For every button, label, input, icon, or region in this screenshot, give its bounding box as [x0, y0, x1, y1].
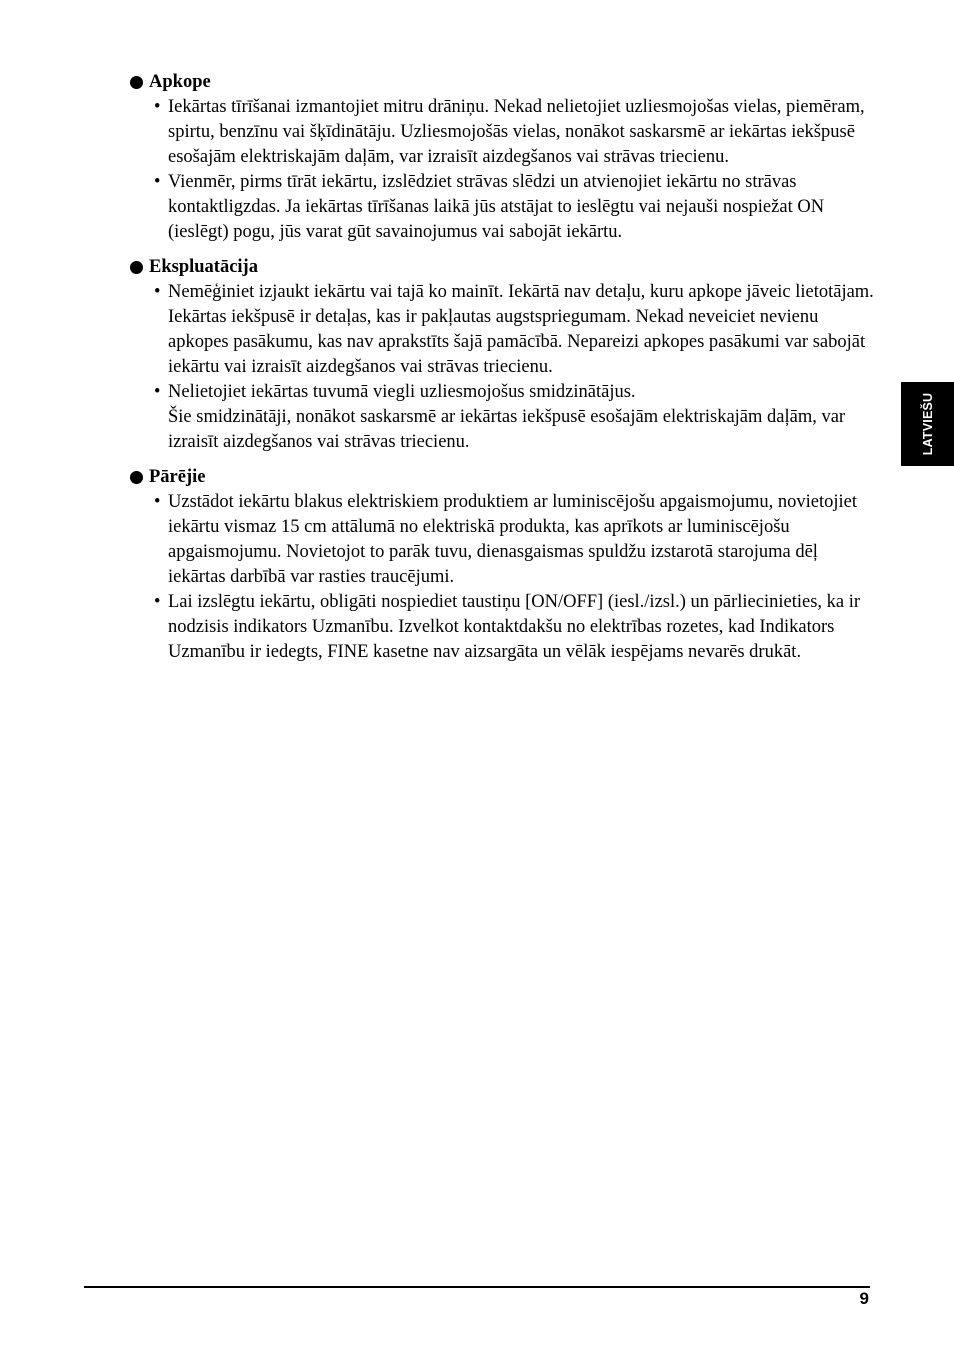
paragraph: Nemēģiniet izjaukt iekārtu vai tajā ko mainīt. Iekārtā nav detaļu, kuru apkope jāveic lietotājam.: [168, 282, 874, 302]
section-title: Pārējie: [149, 467, 206, 487]
heading-bullet-icon: [130, 76, 143, 89]
paragraph: Nelietojiet iekārtas tuvumā viegli uzliesmojošus smidzinātājus.: [168, 382, 636, 402]
paragraph: Uzstādot iekārtu blakus elektriskiem produktiem ar luminiscējošu apgaismojumu, novietojiet iekārtu vismaz 15 cm attālumā no elektriskā produkta, kas aprīkots ar luminiscējošu apgaismojumu. Novietojot to parāk tuvu, dienasgaismas spuldžu izstarotā starojuma dēļ iekārtas darbībā var rasties traucējumi.: [168, 492, 857, 587]
paragraph: Lai izslēgtu iekārtu, obligāti nospiediet taustiņu [ON/OFF] (iesl./izsl.) un pārliecinieties, ka ir nodzisis indikators Uzmanību. Izvelkot kontaktdakšu no elektrības rozetes, kad Indikators Uzmanību ir iedegts, FINE kasetne nav aizsargāta un vēlāk iespējams nevarēs drukāt.: [168, 592, 861, 662]
list-item: [130, 170, 875, 245]
list-item: [130, 490, 875, 590]
section-title: Apkope: [149, 72, 211, 92]
language-tab-label: LATVIEŠU: [920, 392, 935, 456]
section-heading: [130, 70, 875, 95]
bullet-icon: •: [154, 97, 161, 117]
list-item: [130, 95, 875, 170]
list-item: [130, 590, 875, 665]
heading-bullet-icon: [130, 261, 143, 274]
paragraph: Vienmēr, pirms tīrāt iekārtu, izslēdziet strāvas slēdzi un atvienojiet iekārtu no strāvas kontaktligzdas. Ja iekārtas tīrīšanas laikā jūs atstājat to ieslēgtu vai nejauši nospiežat ON (ieslēgt) pogu, jūs varat gūt savainojumus vai sabojāt iekārtu.: [168, 172, 825, 242]
section-ekspluatacija: [130, 255, 875, 455]
footer-rule: [84, 1286, 870, 1288]
bullet-icon: •: [154, 592, 161, 612]
language-side-tab: [901, 382, 954, 466]
list-item: [130, 380, 875, 455]
bullet-icon: •: [154, 282, 161, 302]
list-item: [130, 280, 875, 380]
section-parejie: [130, 465, 875, 665]
bullet-icon: •: [154, 492, 161, 512]
heading-bullet-icon: [130, 471, 143, 484]
paragraph: Iekārtas tīrīšanai izmantojiet mitru drāniņu. Nekad nelietojiet uzliesmojošas vielas, piemēram, spirtu, benzīnu vai šķīdinātāju. Uzliesmojošās vielas, nonākot saskarsmē ar iekārtas iekšpusē esošajām elektriskajām daļām, var izraisīt aizdegšanos vai strāvas triecienu.: [168, 97, 865, 167]
paragraph: Iekārtas iekšpusē ir detaļas, kas ir pakļautas augstspriegumam. Nekad neveiciet nevienu apkopes pasākumu, kas nav aprakstīts šajā pamācībā. Nepareizi apkopes pasākumi var sabojāt iekārtu vai izraisīt aizdegšanos vai strāvas triecienu.: [168, 307, 866, 377]
section-apkope: [130, 70, 875, 245]
bullet-icon: •: [154, 172, 161, 192]
page-content: [130, 70, 875, 675]
paragraph: Šie smidzinātāji, nonākot saskarsmē ar iekārtas iekšpusē esošajām elektriskajām daļām, var izraisīt aizdegšanos vai strāvas triecienu.: [168, 407, 846, 452]
bullet-icon: •: [154, 382, 161, 402]
section-heading: [130, 465, 875, 490]
section-title: Ekspluatācija: [149, 257, 258, 277]
page-number: 9: [859, 1289, 869, 1308]
section-heading: [130, 255, 875, 280]
